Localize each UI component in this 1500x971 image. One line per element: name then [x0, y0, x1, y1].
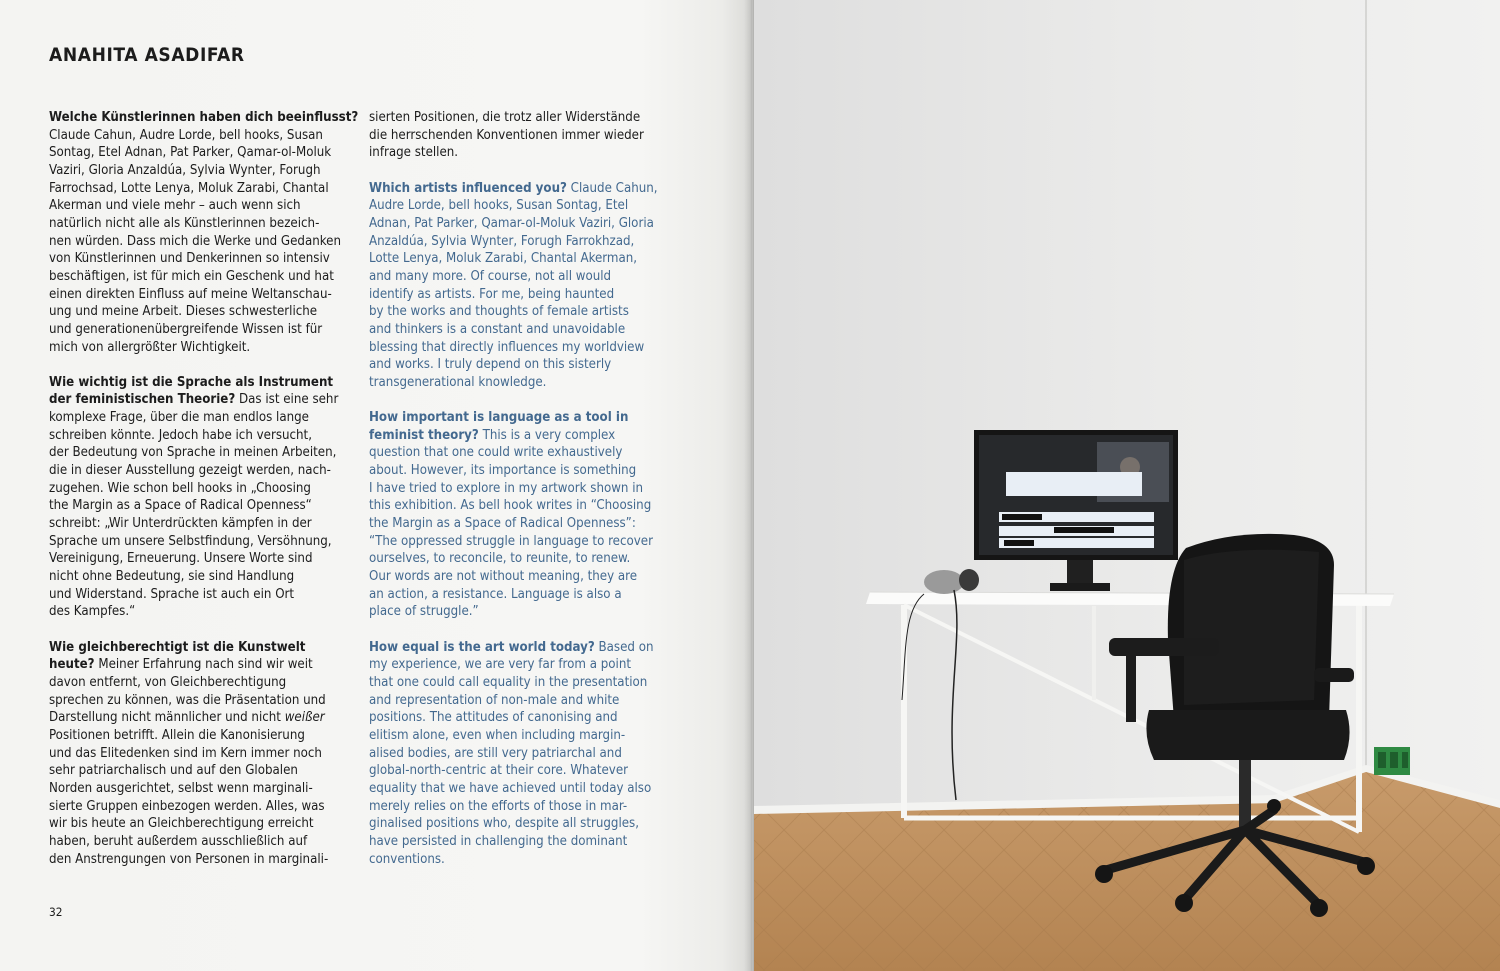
german-paragraph-equality: [49, 639, 358, 869]
text-line: the Margin as a Space of Radical Openness”:: [369, 516, 636, 532]
page-number: 32: [49, 905, 63, 919]
english-column: [369, 109, 658, 886]
text-fragment: Darstellung nicht männlicher und nicht: [49, 710, 285, 726]
text-line: blessing that directly influences my worldview: [369, 339, 645, 355]
text-line: about. However, its importance is something: [369, 463, 637, 479]
text-line: and many more. Of course, not all would: [369, 268, 612, 284]
text-line: an action, a resistance. Language is also a: [369, 586, 622, 602]
german-paragraph-language: [49, 374, 358, 621]
text-line: Anzaldúa, Sylvia Wynter, Forugh Farrokhzad,: [369, 233, 635, 249]
text-line: Claude Cahun, Audre Lorde, bell hooks, Susan: [49, 127, 323, 143]
text-line: Our words are not without meaning, they are: [369, 569, 638, 585]
english-paragraph-language: [369, 409, 658, 621]
text-line: komplexe Frage, über die man endlos lange: [49, 410, 309, 426]
text-line: nicht ohne Bedeutung, sie sind Handlung: [49, 569, 295, 585]
text-line: beschäftigen, ist für mich ein Geschenk und hat: [49, 268, 334, 284]
power-socket: [1374, 747, 1410, 775]
text-line: [369, 639, 658, 657]
english-question-language: How important is language as a tool in: [369, 410, 629, 426]
text-line: Akerman und viele mehr – auch wenn sich: [49, 198, 301, 214]
text-line: by the works and thoughts of female artists: [369, 304, 629, 320]
text-line: this exhibition. As bell hook writes in “Choosing: [369, 498, 652, 514]
text-line: Vaziri, Gloria Anzaldúa, Sylvia Wynter, Forugh: [49, 162, 321, 178]
text-line: elitism alone, even when including margin-: [369, 727, 626, 743]
text-line: [49, 656, 358, 674]
text-line: “The oppressed struggle in language to recover: [369, 533, 653, 549]
text-line: Audre Lorde, bell hooks, Susan Sontag, Etel: [369, 198, 629, 214]
text-line: that one could call equality in the presentation: [369, 674, 648, 690]
text-line: schreiben könnte. Jedoch habe ich versucht,: [49, 427, 312, 443]
text-line: and thinkers is a constant and unavoidable: [369, 321, 626, 337]
text-line: place of struggle.”: [369, 604, 479, 620]
text-line: und das Elitedenken sind im Kern immer noch: [49, 745, 322, 761]
text-line: des Kampfes.“: [49, 604, 136, 620]
text-fragment: Meiner Erfahrung nach sind wir weit: [94, 657, 313, 673]
text-line: Sprache um unsere Selbstfindung, Versöhnung,: [49, 533, 332, 549]
text-line: [49, 391, 358, 409]
text-line: question that one could write exhaustively: [369, 445, 623, 461]
text-line: natürlich nicht alle als Künstlerinnen bezeich-: [49, 215, 320, 231]
text-line: transgenerational knowledge.: [369, 374, 547, 390]
text-line: and works. I truly depend on this sisterly: [369, 357, 612, 373]
text-line: mich von allergrößter Wichtigkeit.: [49, 339, 251, 355]
text-fragment: Based on: [594, 639, 654, 655]
text-line: positions. The attitudes of canonising and: [369, 710, 618, 726]
english-question-influences: Which artists influenced you?: [369, 180, 567, 196]
german-paragraph-influences: [49, 109, 358, 356]
text-line: infrage stellen.: [369, 145, 459, 161]
text-line: Lotte Lenya, Moluk Zarabi, Chantal Akerman,: [369, 251, 638, 267]
text-line: alised bodies, are still very patriarchal and: [369, 745, 622, 761]
english-paragraph-equality: [369, 639, 658, 869]
english-question-equality: How equal is the art world today?: [369, 639, 595, 655]
text-line: haben, beruht außerdem ausschließlich auf: [49, 833, 308, 849]
text-line: davon entfernt, von Gleichberechtigung: [49, 674, 287, 690]
text-line: die in dieser Ausstellung gezeigt werden, nach-: [49, 463, 331, 479]
text-line: Vereinigung, Erneuerung. Unsere Worte sind: [49, 551, 313, 567]
text-line: [49, 709, 358, 727]
text-line: nen würden. Dass mich die Werke und Gedanken: [49, 233, 341, 249]
text-line: sierten Positionen, die trotz aller Widerstände: [369, 110, 641, 125]
text-line: [369, 427, 658, 445]
text-line: den Anstrengungen von Personen in marginali-: [49, 851, 329, 867]
text-line: die herrschenden Konventionen immer wieder: [369, 127, 644, 143]
german-question-language: Wie wichtig ist die Sprache als Instrument: [49, 374, 334, 390]
text-line: schreibt: „Wir Unterdrückten kämpfen in der: [49, 516, 312, 532]
text-line: einen direkten Einfluss auf meine Weltanschau-: [49, 286, 332, 302]
text-fragment: This is a very complex: [478, 427, 616, 443]
text-fragment: Claude Cahun,: [566, 180, 658, 196]
text-line: und generationenübergreifende Wissen ist für: [49, 321, 323, 337]
text-line: Norden ausgerichtet, selbst wenn marginali-: [49, 780, 313, 796]
text-line: zugehen. Wie schon bell hooks in „Choosing: [49, 480, 311, 496]
text-line: [369, 180, 658, 198]
english-paragraph-influences: [369, 180, 658, 392]
german-question-language-end: der feministischen Theorie?: [49, 392, 236, 408]
text-line: sprechen zu können, was die Präsentation und: [49, 692, 326, 708]
text-line: have persisted in challenging the dominant: [369, 833, 628, 849]
text-line: equality that we have achieved until today also: [369, 780, 652, 796]
german-column: [49, 109, 358, 886]
text-line: I have tried to explore in my artwork shown in: [369, 480, 644, 496]
text-line: sierte Gruppen einbezogen werden. Alles, was: [49, 798, 325, 814]
text-line: ourselves, to reconcile, to reunite, to renew.: [369, 551, 631, 567]
text-line: ung und meine Arbeit. Dieses schwesterliche: [49, 304, 318, 320]
text-line: global-north-centric at their core. Whatever: [369, 763, 628, 779]
german-continuation: [369, 109, 658, 162]
page-heading: ANAHITA ASADIFAR: [49, 44, 245, 66]
text-line: and representation of non-male and white: [369, 692, 620, 708]
text-line: my experience, we are very far from a point: [369, 657, 632, 673]
text-line: wir bis heute an Gleichberechtigung erreicht: [49, 816, 314, 832]
book-gutter: [744, 0, 754, 971]
text-line: conventions.: [369, 851, 445, 867]
german-question-equality: Wie gleichberechtigt ist die Kunstwelt: [49, 639, 306, 655]
german-question-equality-end: heute?: [49, 657, 95, 673]
text-line: sehr patriarchalisch und auf den Globalen: [49, 763, 298, 779]
text-line: Positionen betrifft. Allein die Kanonisierung: [49, 727, 305, 743]
italic-word: weißer: [284, 710, 325, 726]
german-question-influences: Welche Künstlerinnen haben dich beeinflusst?: [49, 110, 359, 125]
text-fragment: Das ist eine sehr: [235, 392, 339, 408]
text-line: der Bedeutung von Sprache in meinen Arbeiten,: [49, 445, 337, 461]
installation-photo: [754, 0, 1500, 971]
text-line: identify as artists. For me, being haunted: [369, 286, 615, 302]
text-line: Farrochsad, Lotte Lenya, Moluk Zarabi, Chantal: [49, 180, 329, 196]
text-line: merely relies on the efforts of those in mar-: [369, 798, 628, 814]
text-line: the Margin as a Space of Radical Openness“: [49, 498, 312, 514]
english-question-language-end: feminist theory?: [369, 427, 479, 443]
text-line: Adnan, Pat Parker, Qamar-ol-Moluk Vaziri, Gloria: [369, 215, 654, 231]
text-line: von Künstlerinnen und Denkerinnen so intensiv: [49, 251, 330, 267]
text-line: ginalised positions who, despite all struggles,: [369, 816, 639, 832]
text-line: und Widerstand. Sprache ist auch ein Ort: [49, 586, 295, 602]
text-line: Sontag, Etel Adnan, Pat Parker, Qamar-ol-Moluk: [49, 145, 332, 161]
